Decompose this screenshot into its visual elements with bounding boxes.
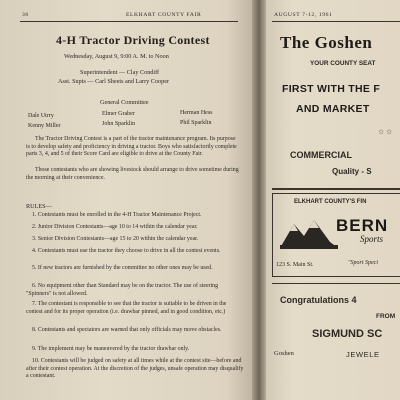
ad-jewelers: JEWELE (346, 350, 380, 359)
newspaper-name: The Goshen (280, 33, 373, 52)
bern-slogan: "Sport Speci (348, 260, 379, 266)
star-ornament-icon: ☆ ☆ (378, 128, 393, 136)
rule-item: 2. Junior Division Contestants—age 10 to 14 within the calendar year. (32, 224, 198, 230)
rule-item: 10. Contestants will be judged on safety at all times while at the contest site—before and after their contest operation. At the discretion of the judges, unsafe operation may disqualify a contestant. (26, 358, 244, 380)
newspaper-sub: YOUR COUNTY SEAT (310, 60, 376, 67)
mountain-scene-icon (278, 212, 340, 252)
superintendent-line: Superintendent — Clay Condiff (80, 69, 160, 76)
contest-title: 4-H Tractor Driving Contest (56, 33, 210, 47)
committee-member: Herman Hess (180, 110, 213, 116)
page-number: 36 (22, 12, 29, 18)
header-rule (20, 21, 238, 22)
rule-item: 6. No equipment other than Standard may be on the tractor. The use of steering "Spinners" is not allowed. (26, 283, 219, 297)
running-header-left: ELKHART COUNTY FAIR (126, 12, 202, 18)
rule-item: 4. Contestants must use the tractor they choose to drive in all the contest events. (32, 248, 221, 254)
rule-item: 8. Contestants and spectators are warned that only officials may move obstacles. (32, 327, 222, 333)
committee-member: Elmer Graber (102, 111, 135, 117)
rule-item: 7. The contestant is responsible to see that the tractor is suitable to be driven in the contest and for its proper operation (i.e. drawbar pinned, and in good condition, etc.) (26, 301, 227, 315)
ad-tagline-1: FIRST WITH THE F (282, 83, 381, 95)
ad-goshen-city: Goshen (274, 350, 294, 357)
ad-divider-2 (272, 283, 400, 284)
ad-quality: Quality - S (332, 167, 372, 176)
rule-item: 3. Senior Division Contestants—age 15 to 20 within the calendar year. (32, 236, 199, 242)
header-rule-right (272, 21, 400, 22)
rules-heading: RULES— (26, 203, 52, 210)
ad-tagline-2: AND MARKET (296, 103, 370, 115)
schedule-line: Wednesday, August 9, 9:00 A. M. to Noon (64, 53, 169, 60)
asst-supts-line: Asst. Supts — Carl Sheets and Larry Cooper (58, 78, 170, 85)
committee-member: Dale Utrry (28, 113, 54, 119)
ad-sigmund: SIGMUND SC (312, 328, 383, 340)
rule-item: 9. The implement may be maneuvered by the tractor drawbar only. (32, 346, 190, 352)
livestock-paragraph: Those contestants who are showing livestock should arrange to drive sometime during the morning at their convenience. (26, 167, 239, 181)
committee-member: John Sparklin (102, 121, 136, 127)
ad-from: FROM (376, 313, 396, 320)
rule-item: 5. If new tractors are furnished by the committee no other ones may be used. (32, 265, 213, 271)
rule-item: 1. Contestants must be enrolled in the 4-H Tractor Maintenance Project. (32, 212, 202, 218)
ad-divider (272, 188, 400, 190)
committee-member: Phil Sparklin (180, 120, 212, 126)
intro-paragraph: The Tractor Driving Contest is a part of the tractor maintenance program. Its purpose is to develop safety and proficiency in driving a tractor. Boys who satisfactorily complete parts 3, 4, and 5 of their Score Card are eligible to drive at the County Fair. (26, 136, 237, 158)
committee-heading: General Committee (100, 99, 149, 106)
bern-banner: ELKHART COUNTY'S FIN (294, 199, 367, 205)
ad-congrats: Congratulations 4 (280, 295, 357, 305)
running-header-right: AUGUST 7-12, 1961 (274, 12, 333, 18)
right-page (266, 0, 400, 400)
bern-logo: BERN (336, 216, 389, 235)
committee-member: Kenny Miller (28, 123, 61, 129)
bern-sports: Sports (360, 234, 384, 244)
ad-commercial: COMMERCIAL (290, 150, 352, 160)
bern-address: 123 S. Main St. (276, 262, 314, 268)
